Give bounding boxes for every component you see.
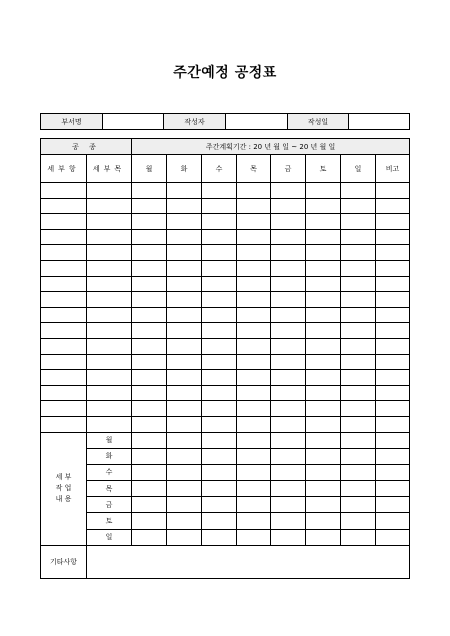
- schedule-cell[interactable]: [271, 323, 306, 339]
- schedule-cell[interactable]: [202, 416, 237, 432]
- detail-day-row: [41, 448, 410, 464]
- schedule-cell[interactable]: [87, 307, 132, 323]
- schedule-cell[interactable]: [341, 198, 376, 214]
- table-row: [41, 401, 410, 417]
- detail-cell[interactable]: [202, 529, 237, 545]
- detail-cell[interactable]: [132, 481, 167, 497]
- detail-day-row: [41, 497, 410, 513]
- schedule-cell[interactable]: [41, 385, 87, 401]
- schedule-cell[interactable]: [306, 292, 341, 308]
- schedule-cell[interactable]: [167, 323, 202, 339]
- schedule-cell[interactable]: [87, 292, 132, 308]
- col-header-wed: 수: [202, 155, 237, 183]
- detail-work-label-line: 작 업: [55, 484, 72, 493]
- schedule-cell[interactable]: [271, 198, 306, 214]
- schedule-cell[interactable]: [376, 338, 410, 354]
- table-row: [41, 245, 410, 261]
- schedule-cell[interactable]: [202, 183, 237, 199]
- detail-day-row: [41, 513, 410, 529]
- detail-cell[interactable]: [341, 481, 376, 497]
- schedule-cell[interactable]: [167, 276, 202, 292]
- schedule-cell[interactable]: [41, 229, 87, 245]
- detail-cell[interactable]: [237, 464, 271, 480]
- schedule-cell[interactable]: [306, 385, 341, 401]
- table-row: [41, 385, 410, 401]
- detail-day-label: 월: [87, 432, 132, 448]
- schedule-cell[interactable]: [341, 370, 376, 386]
- schedule-cell[interactable]: [271, 260, 306, 276]
- col-header-mon: 월: [132, 155, 167, 183]
- schedule-cell[interactable]: [132, 276, 167, 292]
- schedule-cell[interactable]: [341, 245, 376, 261]
- schedule-cell[interactable]: [132, 198, 167, 214]
- schedule-cell[interactable]: [306, 276, 341, 292]
- schedule-cell[interactable]: [271, 183, 306, 199]
- schedule-cell[interactable]: [237, 198, 271, 214]
- schedule-cell[interactable]: [132, 354, 167, 370]
- schedule-cell[interactable]: [306, 323, 341, 339]
- col-header-sat: 토: [306, 155, 341, 183]
- detail-cell[interactable]: [132, 513, 167, 529]
- schedule-cell[interactable]: [132, 183, 167, 199]
- schedule-cell[interactable]: [41, 416, 87, 432]
- schedule-cell[interactable]: [271, 385, 306, 401]
- info-table: [40, 113, 410, 130]
- col-header-note: 비고: [376, 155, 410, 183]
- detail-cell[interactable]: [376, 481, 410, 497]
- schedule-cell[interactable]: [167, 354, 202, 370]
- detail-cell[interactable]: [167, 432, 202, 448]
- schedule-cell[interactable]: [87, 198, 132, 214]
- schedule-cell[interactable]: [167, 292, 202, 308]
- detail-cell[interactable]: [202, 481, 237, 497]
- schedule-cell[interactable]: [306, 245, 341, 261]
- schedule-cell[interactable]: [202, 245, 237, 261]
- schedule-cell[interactable]: [237, 276, 271, 292]
- schedule-cell[interactable]: [87, 260, 132, 276]
- table-row: [41, 307, 410, 323]
- detail-day-label: 금: [87, 497, 132, 513]
- detail-cell[interactable]: [341, 497, 376, 513]
- col-header-thu: 목: [237, 155, 271, 183]
- schedule-cell[interactable]: [306, 370, 341, 386]
- schedule-cell[interactable]: [41, 276, 87, 292]
- detail-day-row: [41, 481, 410, 497]
- schedule-cell[interactable]: [41, 214, 87, 230]
- schedule-cell[interactable]: [237, 229, 271, 245]
- schedule-cell[interactable]: [376, 245, 410, 261]
- date-label: 작성일: [288, 114, 349, 130]
- table-row: [41, 370, 410, 386]
- detail-cell[interactable]: [237, 513, 271, 529]
- col-header-item: 세부항: [41, 155, 87, 183]
- schedule-cell[interactable]: [87, 354, 132, 370]
- schedule-cell[interactable]: [341, 307, 376, 323]
- schedule-cell[interactable]: [306, 260, 341, 276]
- detail-cell[interactable]: [341, 448, 376, 464]
- col-header-detail: 세부목: [87, 155, 132, 183]
- col-header-fri: 금: [271, 155, 306, 183]
- detail-day-label: 화: [87, 448, 132, 464]
- schedule-cell[interactable]: [271, 307, 306, 323]
- schedule-cell[interactable]: [167, 401, 202, 417]
- schedule-cell[interactable]: [202, 276, 237, 292]
- detail-cell[interactable]: [306, 513, 341, 529]
- detail-cell[interactable]: [271, 513, 306, 529]
- detail-cell[interactable]: [376, 464, 410, 480]
- schedule-cell[interactable]: [306, 183, 341, 199]
- schedule-cell[interactable]: [306, 214, 341, 230]
- schedule-cell[interactable]: [341, 385, 376, 401]
- schedule-cell[interactable]: [237, 385, 271, 401]
- detail-day-label: 수: [87, 464, 132, 480]
- schedule-cell[interactable]: [87, 338, 132, 354]
- detail-cell[interactable]: [202, 464, 237, 480]
- schedule-cell[interactable]: [167, 183, 202, 199]
- detail-day-label: 토: [87, 513, 132, 529]
- detail-cell[interactable]: [306, 464, 341, 480]
- detail-cell[interactable]: [202, 448, 237, 464]
- schedule-cell[interactable]: [202, 323, 237, 339]
- schedule-cell[interactable]: [341, 416, 376, 432]
- detail-day-label: 일: [87, 529, 132, 545]
- detail-cell[interactable]: [132, 529, 167, 545]
- schedule-cell[interactable]: [306, 198, 341, 214]
- schedule-cell[interactable]: [167, 245, 202, 261]
- schedule-cell[interactable]: [202, 229, 237, 245]
- schedule-cell[interactable]: [132, 370, 167, 386]
- schedule-cell[interactable]: [202, 292, 237, 308]
- etc-label: 기타사항: [41, 545, 87, 578]
- detail-cell[interactable]: [237, 481, 271, 497]
- detail-cell[interactable]: [167, 497, 202, 513]
- schedule-cell[interactable]: [306, 307, 341, 323]
- table-row: [41, 276, 410, 292]
- schedule-cell[interactable]: [237, 416, 271, 432]
- schedule-cell[interactable]: [167, 229, 202, 245]
- schedule-cell[interactable]: [237, 307, 271, 323]
- schedule-cell[interactable]: [376, 260, 410, 276]
- detail-cell[interactable]: [306, 497, 341, 513]
- schedule-cell[interactable]: [41, 260, 87, 276]
- detail-work-label: [41, 432, 87, 545]
- schedule-cell[interactable]: [167, 260, 202, 276]
- col-header-tue: 화: [167, 155, 202, 183]
- schedule-table: [40, 138, 410, 579]
- schedule-cell[interactable]: [132, 260, 167, 276]
- schedule-cell[interactable]: [376, 385, 410, 401]
- schedule-cell[interactable]: [237, 292, 271, 308]
- schedule-cell[interactable]: [237, 183, 271, 199]
- schedule-cell[interactable]: [341, 354, 376, 370]
- detail-cell[interactable]: [376, 497, 410, 513]
- schedule-cell[interactable]: [271, 401, 306, 417]
- schedule-cell[interactable]: [376, 401, 410, 417]
- schedule-cell[interactable]: [237, 323, 271, 339]
- detail-cell[interactable]: [376, 529, 410, 545]
- schedule-cell[interactable]: [87, 214, 132, 230]
- schedule-cell[interactable]: [202, 338, 237, 354]
- schedule-cell[interactable]: [271, 416, 306, 432]
- schedule-cell[interactable]: [376, 276, 410, 292]
- detail-work-label-line: 내 용: [55, 495, 72, 504]
- schedule-cell[interactable]: [376, 183, 410, 199]
- schedule-cell[interactable]: [376, 198, 410, 214]
- schedule-cell[interactable]: [341, 183, 376, 199]
- schedule-cell[interactable]: [167, 370, 202, 386]
- table-row: [41, 416, 410, 432]
- date-field[interactable]: [349, 114, 410, 130]
- schedule-cell[interactable]: [271, 292, 306, 308]
- schedule-cell[interactable]: [202, 307, 237, 323]
- etc-field[interactable]: [87, 545, 410, 578]
- schedule-cell[interactable]: [341, 292, 376, 308]
- schedule-cell[interactable]: [376, 214, 410, 230]
- schedule-cell[interactable]: [202, 198, 237, 214]
- schedule-cell[interactable]: [271, 338, 306, 354]
- detail-cell[interactable]: [306, 529, 341, 545]
- schedule-cell[interactable]: [306, 338, 341, 354]
- detail-cell[interactable]: [341, 464, 376, 480]
- detail-cell[interactable]: [341, 432, 376, 448]
- schedule-cell[interactable]: [167, 214, 202, 230]
- schedule-cell[interactable]: [167, 198, 202, 214]
- detail-cell[interactable]: [341, 513, 376, 529]
- etc-row: [41, 545, 410, 578]
- table-row: [41, 183, 410, 199]
- detail-cell[interactable]: [376, 448, 410, 464]
- detail-cell[interactable]: [271, 497, 306, 513]
- detail-cell[interactable]: [271, 432, 306, 448]
- schedule-cell[interactable]: [41, 354, 87, 370]
- detail-cell[interactable]: [132, 448, 167, 464]
- schedule-cell[interactable]: [87, 276, 132, 292]
- detail-cell[interactable]: [306, 448, 341, 464]
- schedule-cell[interactable]: [376, 307, 410, 323]
- detail-day-row: [41, 464, 410, 480]
- table-row: [41, 260, 410, 276]
- detail-cell[interactable]: [306, 432, 341, 448]
- schedule-cell[interactable]: [132, 401, 167, 417]
- detail-cell[interactable]: [271, 464, 306, 480]
- schedule-cell[interactable]: [87, 245, 132, 261]
- schedule-cell[interactable]: [167, 416, 202, 432]
- schedule-cell[interactable]: [132, 292, 167, 308]
- detail-cell[interactable]: [271, 529, 306, 545]
- schedule-cell[interactable]: [87, 183, 132, 199]
- schedule-cell[interactable]: [237, 354, 271, 370]
- detail-cell[interactable]: [202, 432, 237, 448]
- detail-cell[interactable]: [376, 513, 410, 529]
- schedule-cell[interactable]: [376, 370, 410, 386]
- detail-cell[interactable]: [167, 464, 202, 480]
- schedule-cell[interactable]: [376, 416, 410, 432]
- schedule-cell[interactable]: [306, 354, 341, 370]
- schedule-cell[interactable]: [237, 245, 271, 261]
- process-header: 공 종: [41, 139, 132, 155]
- detail-day-row: [41, 529, 410, 545]
- table-row: [41, 214, 410, 230]
- schedule-cell[interactable]: [341, 276, 376, 292]
- schedule-cell[interactable]: [41, 292, 87, 308]
- schedule-cell[interactable]: [132, 385, 167, 401]
- schedule-cell[interactable]: [202, 260, 237, 276]
- schedule-cell[interactable]: [271, 229, 306, 245]
- detail-cell[interactable]: [167, 448, 202, 464]
- schedule-cell[interactable]: [132, 323, 167, 339]
- dept-field[interactable]: [103, 114, 164, 130]
- schedule-cell[interactable]: [271, 354, 306, 370]
- schedule-cell[interactable]: [341, 338, 376, 354]
- schedule-cell[interactable]: [87, 370, 132, 386]
- schedule-cell[interactable]: [376, 323, 410, 339]
- schedule-cell[interactable]: [167, 338, 202, 354]
- detail-cell[interactable]: [202, 513, 237, 529]
- table-row: [41, 198, 410, 214]
- schedule-cell[interactable]: [237, 338, 271, 354]
- detail-cell[interactable]: [271, 448, 306, 464]
- detail-cell[interactable]: [132, 464, 167, 480]
- detail-day-label: 목: [87, 481, 132, 497]
- schedule-cell[interactable]: [41, 245, 87, 261]
- detail-cell[interactable]: [167, 481, 202, 497]
- detail-cell[interactable]: [132, 432, 167, 448]
- schedule-cell[interactable]: [87, 229, 132, 245]
- schedule-cell[interactable]: [271, 276, 306, 292]
- schedule-cell[interactable]: [271, 370, 306, 386]
- schedule-cell[interactable]: [237, 401, 271, 417]
- schedule-cell[interactable]: [41, 198, 87, 214]
- schedule-cell[interactable]: [132, 307, 167, 323]
- table-row: [41, 292, 410, 308]
- schedule-cell[interactable]: [341, 260, 376, 276]
- schedule-cell[interactable]: [202, 401, 237, 417]
- dept-label: 부서명: [41, 114, 103, 130]
- schedule-cell[interactable]: [306, 401, 341, 417]
- schedule-cell[interactable]: [132, 416, 167, 432]
- schedule-cell[interactable]: [376, 292, 410, 308]
- detail-cell[interactable]: [237, 448, 271, 464]
- schedule-cell[interactable]: [132, 214, 167, 230]
- schedule-cell[interactable]: [202, 370, 237, 386]
- schedule-cell[interactable]: [376, 354, 410, 370]
- detail-day-row: [41, 432, 410, 448]
- schedule-cell[interactable]: [341, 401, 376, 417]
- detail-cell[interactable]: [271, 481, 306, 497]
- schedule-cell[interactable]: [306, 416, 341, 432]
- schedule-cell[interactable]: [132, 338, 167, 354]
- schedule-cell[interactable]: [41, 401, 87, 417]
- schedule-cell[interactable]: [237, 214, 271, 230]
- schedule-cell[interactable]: [41, 183, 87, 199]
- schedule-cell[interactable]: [132, 245, 167, 261]
- schedule-cell[interactable]: [41, 323, 87, 339]
- detail-cell[interactable]: [237, 497, 271, 513]
- detail-cell[interactable]: [341, 529, 376, 545]
- schedule-cell[interactable]: [202, 354, 237, 370]
- schedule-cell[interactable]: [41, 370, 87, 386]
- detail-cell[interactable]: [376, 432, 410, 448]
- schedule-cell[interactable]: [271, 245, 306, 261]
- schedule-cell[interactable]: [41, 338, 87, 354]
- schedule-cell[interactable]: [376, 229, 410, 245]
- schedule-cell[interactable]: [271, 214, 306, 230]
- writer-field[interactable]: [226, 114, 288, 130]
- schedule-cell[interactable]: [87, 385, 132, 401]
- schedule-cell[interactable]: [167, 307, 202, 323]
- detail-cell[interactable]: [167, 513, 202, 529]
- detail-cell[interactable]: [132, 497, 167, 513]
- schedule-cell[interactable]: [87, 323, 132, 339]
- detail-cell[interactable]: [202, 497, 237, 513]
- period-header: 주간계획기간 : 20 년 월 일 ~ 20 년 월 일: [132, 139, 410, 155]
- writer-label: 작성자: [164, 114, 226, 130]
- schedule-cell[interactable]: [202, 385, 237, 401]
- schedule-cell[interactable]: [202, 214, 237, 230]
- schedule-cell[interactable]: [237, 370, 271, 386]
- table-row: [41, 229, 410, 245]
- table-row: [41, 338, 410, 354]
- detail-cell[interactable]: [237, 529, 271, 545]
- col-header-sun: 일: [341, 155, 376, 183]
- table-row: [41, 323, 410, 339]
- schedule-cell[interactable]: [87, 416, 132, 432]
- schedule-cell[interactable]: [341, 323, 376, 339]
- detail-cell[interactable]: [167, 529, 202, 545]
- schedule-cell[interactable]: [306, 229, 341, 245]
- schedule-cell[interactable]: [341, 229, 376, 245]
- schedule-cell[interactable]: [167, 385, 202, 401]
- table-row: [41, 354, 410, 370]
- schedule-cell[interactable]: [132, 229, 167, 245]
- document-title: 주간예정 공정표: [173, 65, 277, 81]
- schedule-cell[interactable]: [237, 260, 271, 276]
- detail-cell[interactable]: [237, 432, 271, 448]
- schedule-cell[interactable]: [87, 401, 132, 417]
- schedule-cell[interactable]: [341, 214, 376, 230]
- schedule-cell[interactable]: [41, 307, 87, 323]
- detail-work-label-line: 세 부: [55, 473, 72, 482]
- detail-cell[interactable]: [306, 481, 341, 497]
